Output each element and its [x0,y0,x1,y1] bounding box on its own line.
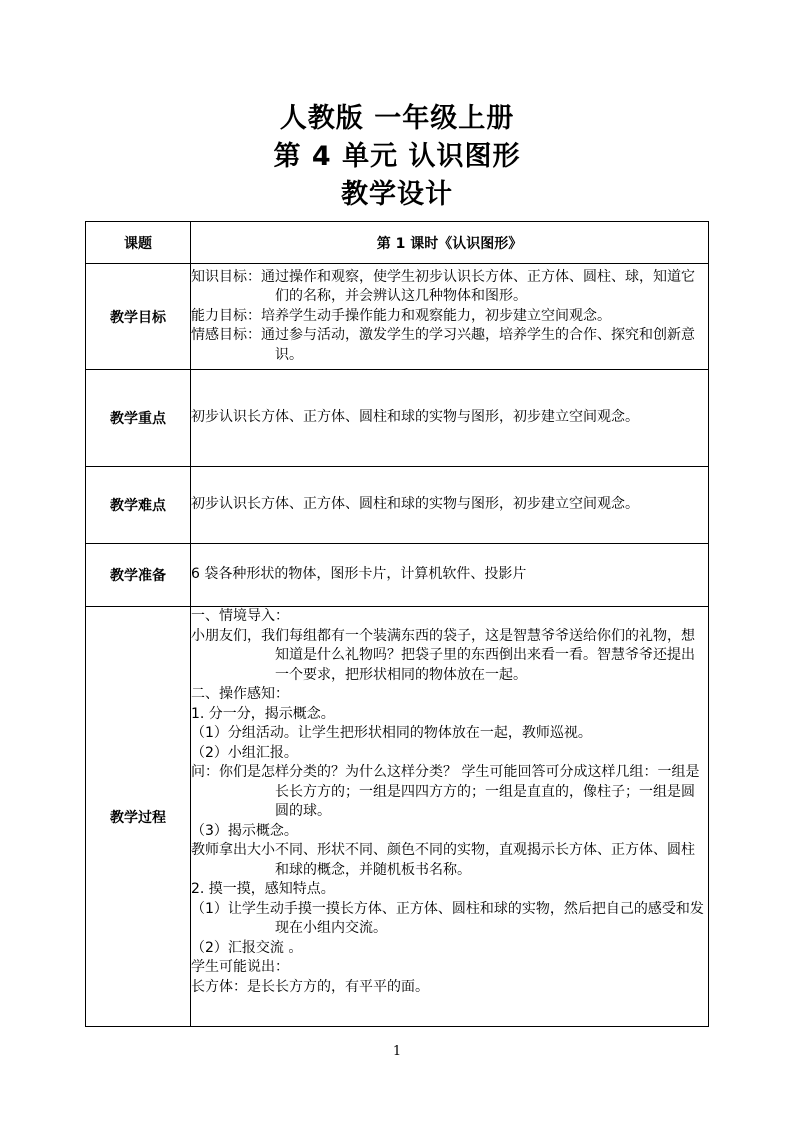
objective-emotion: 情感目标：通过参与活动，激发学生的学习兴趣，培养学生的合作、探究和创新意识。 [191,327,695,363]
process-line: 教师拿出大小不同、形状不同、颜色不同的实物，直观揭示长方体、正方体、圆柱和球的概念，并随机板书名称。 [191,842,695,878]
preparation-label: 教学准备 [86,544,191,607]
topic-label: 课题 [86,222,191,264]
process-content [191,607,709,1027]
title-line-1: 人教版 一年级上册 [279,103,515,134]
page-number: 1 [392,1044,402,1059]
title-line-2: 第 4 单元 认识图形 [273,141,521,172]
title-line-3: 教学设计 [341,179,453,210]
topic-value: 第 1 课时《认识图形》 [191,222,709,264]
row-preparation [86,544,709,607]
objectives-label: 教学目标 [86,264,191,370]
row-key-points [86,370,709,467]
row-topic [86,222,709,264]
objective-ability: 能力目标：培养学生动手操作能力和观察能力，初步建立空间观念。 [191,307,611,324]
document-title [0,100,794,214]
process-line: （1）让学生动手摸一摸长方体、正方体、圆柱和球的实物，然后把自己的感受和发现在小组内交流。 [191,900,704,936]
objectives-content [191,264,709,370]
process-line: 问：你们是怎样分类的？为什么这样分类？ 学生可能回答可分成这样几组：一组是长长方方的；一组是四四方方的；一组是直直的，像柱子；一组是圆圆的球。 [191,764,700,819]
process-line: 二、操作感知： [191,686,289,702]
process-line: （2）汇报交流 。 [191,939,303,956]
row-process [86,607,709,1027]
process-line: （2）小组汇报。 [191,744,298,761]
row-difficulties [86,467,709,544]
key-points-content: 初步认识长方体、正方体、圆柱和球的实物与图形，初步建立空间观念。 [191,370,709,467]
process-label: 教学过程 [86,607,191,1027]
process-line: 小朋友们，我们每组都有一个装满东西的袋子，这是智慧爷爷送给你们的礼物，想知道是什么礼物吗？把袋子里的东西倒出来看一看。智慧爷爷还提出一个要求，把形状相同的物体放在一起。 [191,627,695,683]
process-line: 长方体：是长长方方的，有平平的面。 [191,978,429,995]
key-points-label: 教学重点 [86,370,191,467]
lesson-plan-table [85,221,709,1027]
objective-knowledge: 知识目标：通过操作和观察，使学生初步认识长方体、正方体、圆柱、球，知道它们的名称，并会辨认这几种物体和图形。 [191,268,695,305]
difficulties-content: 初步认识长方体、正方体、圆柱和球的实物与图形，初步建立空间观念。 [191,467,709,544]
row-objectives [86,264,709,370]
process-line: 一、情境导入： [191,608,289,624]
process-line: （1）分组活动。让学生把形状相同的物体放在一起，教师巡视。 [191,725,592,741]
preparation-content: 6 袋各种形状的物体，图形卡片，计算机软件、投影片 [191,544,709,607]
process-line: 1. 分一分，揭示概念。 [191,705,335,722]
difficulties-label: 教学难点 [86,467,191,544]
process-line: （3）揭示概念。 [191,822,298,839]
process-line: 学生可能说出： [191,959,289,975]
process-line: 2. 摸一摸，感知特点。 [191,881,335,897]
